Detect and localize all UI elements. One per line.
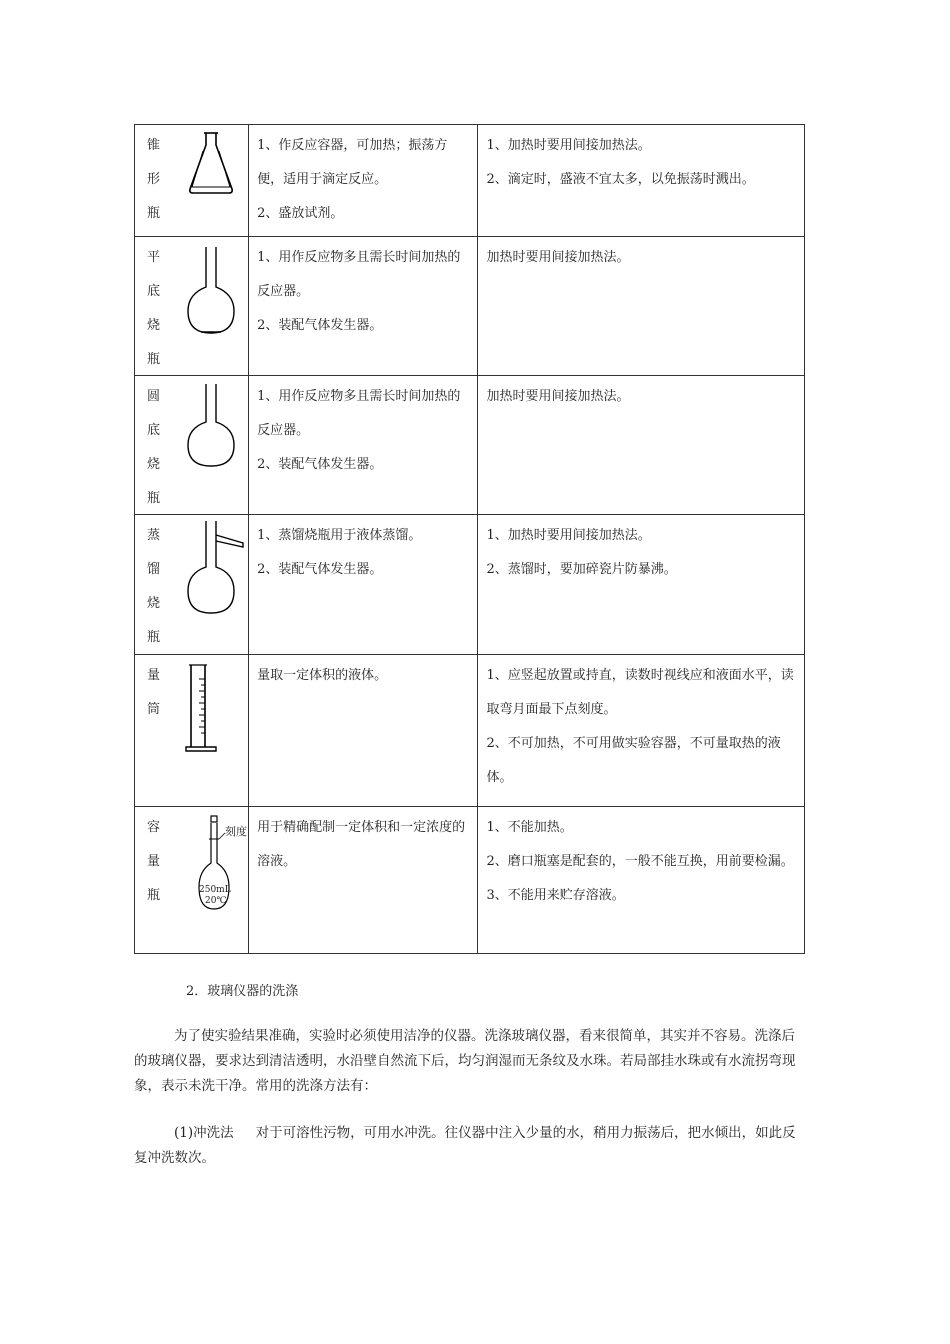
instrument-name-cell — [135, 125, 249, 237]
erlenmeyer-flask-icon — [187, 131, 235, 197]
usage-line: 2、装配气体发生器。 — [257, 318, 383, 333]
note-line: 2、滴定时，盛液不宜太多，以免振荡时溅出。 — [486, 172, 755, 187]
usage-line: 2、盛放试剂。 — [257, 206, 344, 221]
usage-cell — [249, 376, 478, 515]
usage-line: 1、用作反应物多且需长时间加热的反应器。 — [257, 250, 461, 299]
note-line: 2、磨口瓶塞是配套的，一般不能互换，用前要检漏。 — [486, 854, 794, 869]
instrument-name-cell — [135, 515, 249, 655]
usage-line: 1、蒸馏烧瓶用于液体蒸馏。 — [257, 528, 422, 543]
instrument-name: 锥形瓶 — [147, 138, 161, 221]
usage-line: 2、装配气体发生器。 — [257, 457, 383, 472]
usage-line: 用于精确配制一定体积和一定浓度的溶液。 — [257, 820, 466, 869]
round-bottom-flask-icon — [185, 382, 237, 468]
notes-cell — [478, 237, 805, 376]
section-title: 2．玻璃仪器的洗涤 — [186, 984, 299, 999]
instrument-name: 圆底烧瓶 — [147, 389, 161, 506]
notes-cell — [478, 655, 805, 807]
instrument-name: 蒸馏烧瓶 — [147, 528, 161, 645]
instrument-table — [134, 124, 805, 954]
paragraph — [134, 1121, 806, 1171]
usage-line: 2、装配气体发生器。 — [257, 562, 383, 577]
instrument-name: 量筒 — [147, 668, 161, 717]
notes-cell — [478, 125, 805, 237]
notes-cell — [478, 807, 805, 954]
note-line: 加热时要用间接加热法。 — [486, 250, 630, 265]
note-line: 2、不可加热，不可用做实验容器，不可量取热的液体。 — [486, 736, 781, 785]
usage-cell — [249, 237, 478, 376]
distillation-flask-icon — [185, 519, 247, 615]
table-row — [135, 237, 805, 376]
usage-line: 量取一定体积的液体。 — [257, 668, 388, 683]
notes-cell — [478, 515, 805, 655]
method-text: 对于可溶性污物，可用水冲洗。往仪器中注入少量的水，稍用力振荡后，把水倾出，如此反复冲洗数次。 — [134, 1125, 796, 1166]
note-line: 1、加热时要用间接加热法。 — [486, 528, 651, 543]
note-line: 2、蒸馏时，要加碎瓷片防暴沸。 — [486, 562, 677, 577]
usage-cell — [249, 655, 478, 807]
paragraph: 为了使实验结果准确，实验时必须使用洁净的仪器。洗涤玻璃仪器，看来很简单，其实并不容易。洗涤后的玻璃仪器，要求达到清洁透明，水沿壁自然流下后，均匀润湿而无条纹及水珠。若局部挂水珠或有水流拐弯现象，表示未洗干净。常用的洗涤方法有： — [134, 1028, 796, 1094]
flat-bottom-flask-icon — [185, 245, 237, 335]
graduated-cylinder-icon — [185, 663, 225, 753]
usage-cell — [249, 807, 478, 954]
usage-cell — [249, 125, 478, 237]
note-line: 1、不能加热。 — [486, 820, 573, 835]
note-line: 1、加热时要用间接加热法。 — [486, 138, 651, 153]
table-row — [135, 515, 805, 655]
instrument-name-cell — [135, 237, 249, 376]
note-line: 加热时要用间接加热法。 — [486, 389, 630, 404]
note-line: 3、不能用来贮存溶液。 — [486, 888, 625, 903]
table-row — [135, 655, 805, 807]
instrument-name: 容量瓶 — [147, 820, 161, 903]
usage-cell — [249, 515, 478, 655]
temperature-label: 20℃ — [205, 896, 227, 906]
instrument-name-cell — [135, 376, 249, 515]
instrument-name-cell — [135, 807, 249, 954]
volume-label: 250mL — [199, 885, 231, 895]
method-label: (1)冲洗法 — [174, 1125, 234, 1141]
notes-cell — [478, 376, 805, 515]
table-row — [135, 807, 805, 954]
instrument-name-cell — [135, 655, 249, 807]
usage-line: 1、作反应容器，可加热；振荡方便，适用于滴定反应。 — [257, 138, 448, 187]
table-row — [135, 376, 805, 515]
table-row — [135, 125, 805, 237]
note-line: 1、应竖起放置或持直，读数时视线应和液面水平，读取弯月面最下点刻度。 — [486, 668, 794, 717]
scale-mark-label: 刻度 — [225, 825, 247, 838]
instrument-name: 平底烧瓶 — [147, 250, 161, 367]
usage-line: 1、用作反应物多且需长时间加热的反应器。 — [257, 389, 461, 438]
